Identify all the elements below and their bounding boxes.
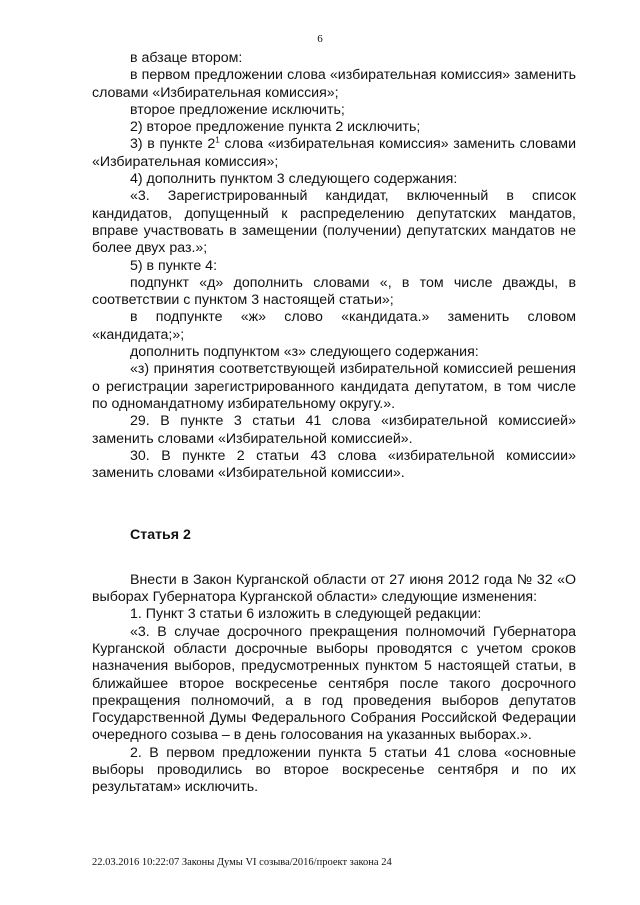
paragraph: дополнить подпунктом «з» следующего содержания: — [130, 344, 479, 361]
paragraph: 29. В пункте 3 статьи 41 слова «избирательной комиссией» заменить словами «Избирательной комиссией». — [92, 413, 576, 447]
article-2-heading: Статья 2 — [130, 527, 191, 544]
footer-file-path: 22.03.2016 10:22:07 Законы Думы VI созыва/2016/проект закона 24 — [92, 857, 392, 868]
paragraph: «3. Зарегистрированный кандидат, включенный в список кандидатов, допущенный к распределению депутатских мандатов, вправе участвовать в замещении (получении) депутатских мандатов не более двух раз.»; — [92, 188, 576, 257]
paragraph: в подпункте «ж» слово «кандидата.» заменить словом «кандидата;»; — [92, 309, 576, 343]
paragraph: «з) принятия соответствующей избирательной комиссией решения о регистрации зарегистрированного кандидата депутатом, в том числе по одномандатному избирательному округу.». — [92, 361, 576, 412]
paragraph: 5) в пункте 4: — [130, 257, 218, 274]
page-number: 6 — [317, 33, 323, 45]
paragraph: Внести в Закон Курганской области от 27 июня 2012 года № 32 «О выборах Губернатора Курганской области» следующие изменения: — [92, 571, 576, 606]
superscript: 1 — [215, 135, 220, 145]
paragraph: подпункт «д» дополнить словами «, в том числе дважды, в соответствии с пунктом 3 настоящей статьи»; — [92, 274, 576, 309]
paragraph-part: слова «избирательная комиссия» заменить словами «Избирательная комиссия»; — [92, 136, 576, 170]
article-1-continuation — [92, 50, 576, 482]
paragraph: 1. Пункт 3 статьи 6 изложить в следующей редакции: — [130, 606, 482, 623]
paragraph: в абзаце втором: — [130, 50, 243, 66]
paragraph-part: 3) в пункте 2 — [130, 136, 216, 153]
paragraph: в первом предложении слова «избирательная комиссия» заменить словами «Избирательная комиссия»; — [92, 67, 576, 101]
paragraph: 2. В первом предложении пункта 5 статьи 41 слова «основные выборы проводились во второе воскресенье сентября и по их результатам» исключить. — [92, 744, 576, 796]
paragraph: 2) второе предложение пункта 2 исключить; — [130, 119, 421, 136]
document-body — [92, 50, 576, 797]
paragraph: 30. В пункте 2 статьи 43 слова «избирательной комиссии» заменить словами «Избирательной комиссии». — [92, 447, 576, 482]
paragraph: 4) дополнить пунктом 3 следующего содержания: — [130, 171, 458, 188]
paragraph-with-superscript — [92, 136, 576, 171]
paragraph: второе предложение исключить; — [130, 101, 345, 118]
paragraph: «3. В случае досрочного прекращения полномочий Губернатора Курганской области досрочные выборы проводятся с учетом сроков назначения выборов, предусмотренных пунктом 5 настоящей статьи, в ближайшее второе воскресенье сентября после такого досрочного прекращения полномочий, а в год проведения выборов депутатов Государственной Думы Федерального Собрания Российской Федерации очередного созыва – в день голосования на указанных выборах.». — [92, 623, 576, 744]
article-2 — [92, 572, 576, 797]
